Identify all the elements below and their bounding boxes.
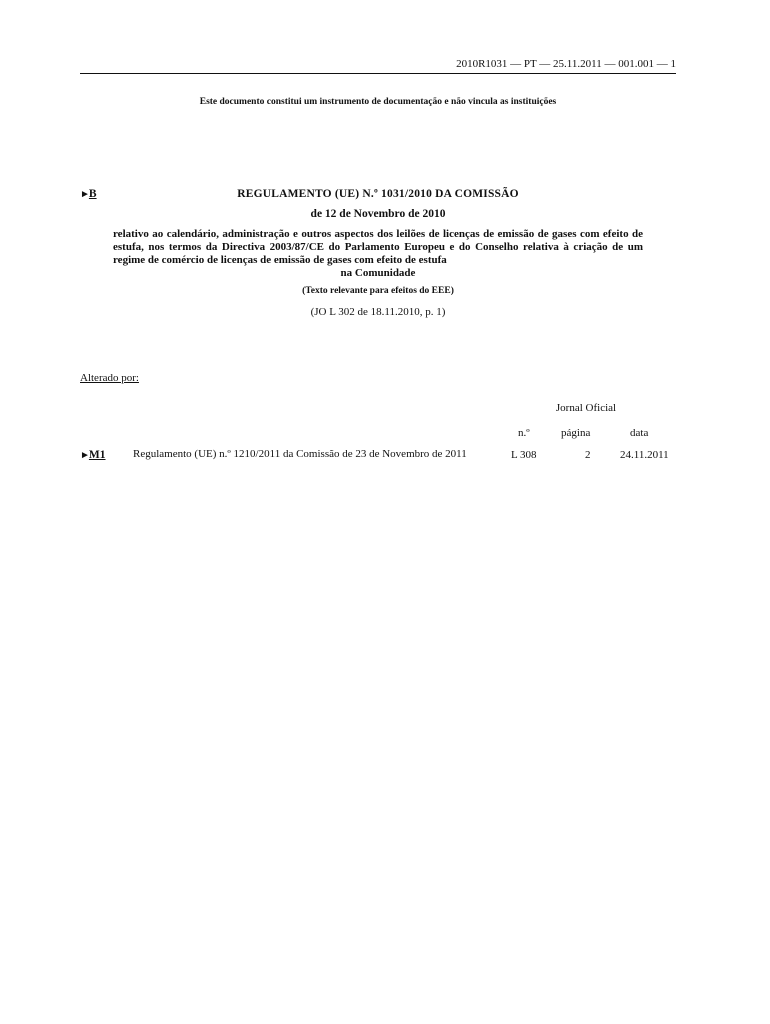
regulation-title: REGULAMENTO (UE) N.º 1031/2010 DA COMISSÃO: [237, 188, 519, 200]
column-header-page: página: [561, 427, 591, 439]
column-header-number: n.º: [518, 427, 530, 439]
disclaimer-text: Este documento constitui um instrumento de documentação e não vincula as instituições: [199, 97, 557, 107]
base-code-link[interactable]: B: [88, 188, 97, 200]
regulation-subject: [113, 228, 643, 280]
amendment-description: Regulamento (UE) n.º 1210/2011 da Comissão de 23 de Novembro de 2011: [133, 448, 467, 460]
amendment-code-link[interactable]: M1: [88, 449, 106, 461]
arrow-right-icon: ►: [80, 189, 89, 200]
column-header-date: data: [630, 427, 649, 439]
document-reference-header: 2010R1031 — PT — 25.11.2011 — 001.001 — 1: [456, 58, 676, 70]
header-rule: [80, 73, 676, 74]
amended-by-label: Alterado por:: [80, 372, 139, 384]
amendment-marker[interactable]: [80, 449, 106, 461]
journal-title-header: Jornal Oficial: [555, 402, 617, 414]
regulation-date: de 12 de Novembro de 2010: [310, 208, 446, 220]
amendment-date: 24.11.2011: [620, 449, 669, 461]
subject-main-text: relativo ao calendário, administração e outros aspectos dos leilões de licenças de emissão de gases com efeito de estufa, nos termos da Directiva 2003/87/CE do Parlamento Europeu e do Conselho relativa à criação de um regime de comércio de licenças de emissão de gases com efeito de estufa: [113, 228, 643, 266]
subject-last-line: na Comunidade: [340, 267, 416, 279]
amendment-number: L 308: [511, 449, 537, 461]
amendment-page: 2: [585, 449, 591, 461]
eee-relevance-note: (Texto relevante para efeitos do EEE): [302, 286, 454, 296]
arrow-right-icon: ►: [80, 450, 89, 461]
official-journal-reference: (JO L 302 de 18.11.2010, p. 1): [310, 306, 446, 318]
